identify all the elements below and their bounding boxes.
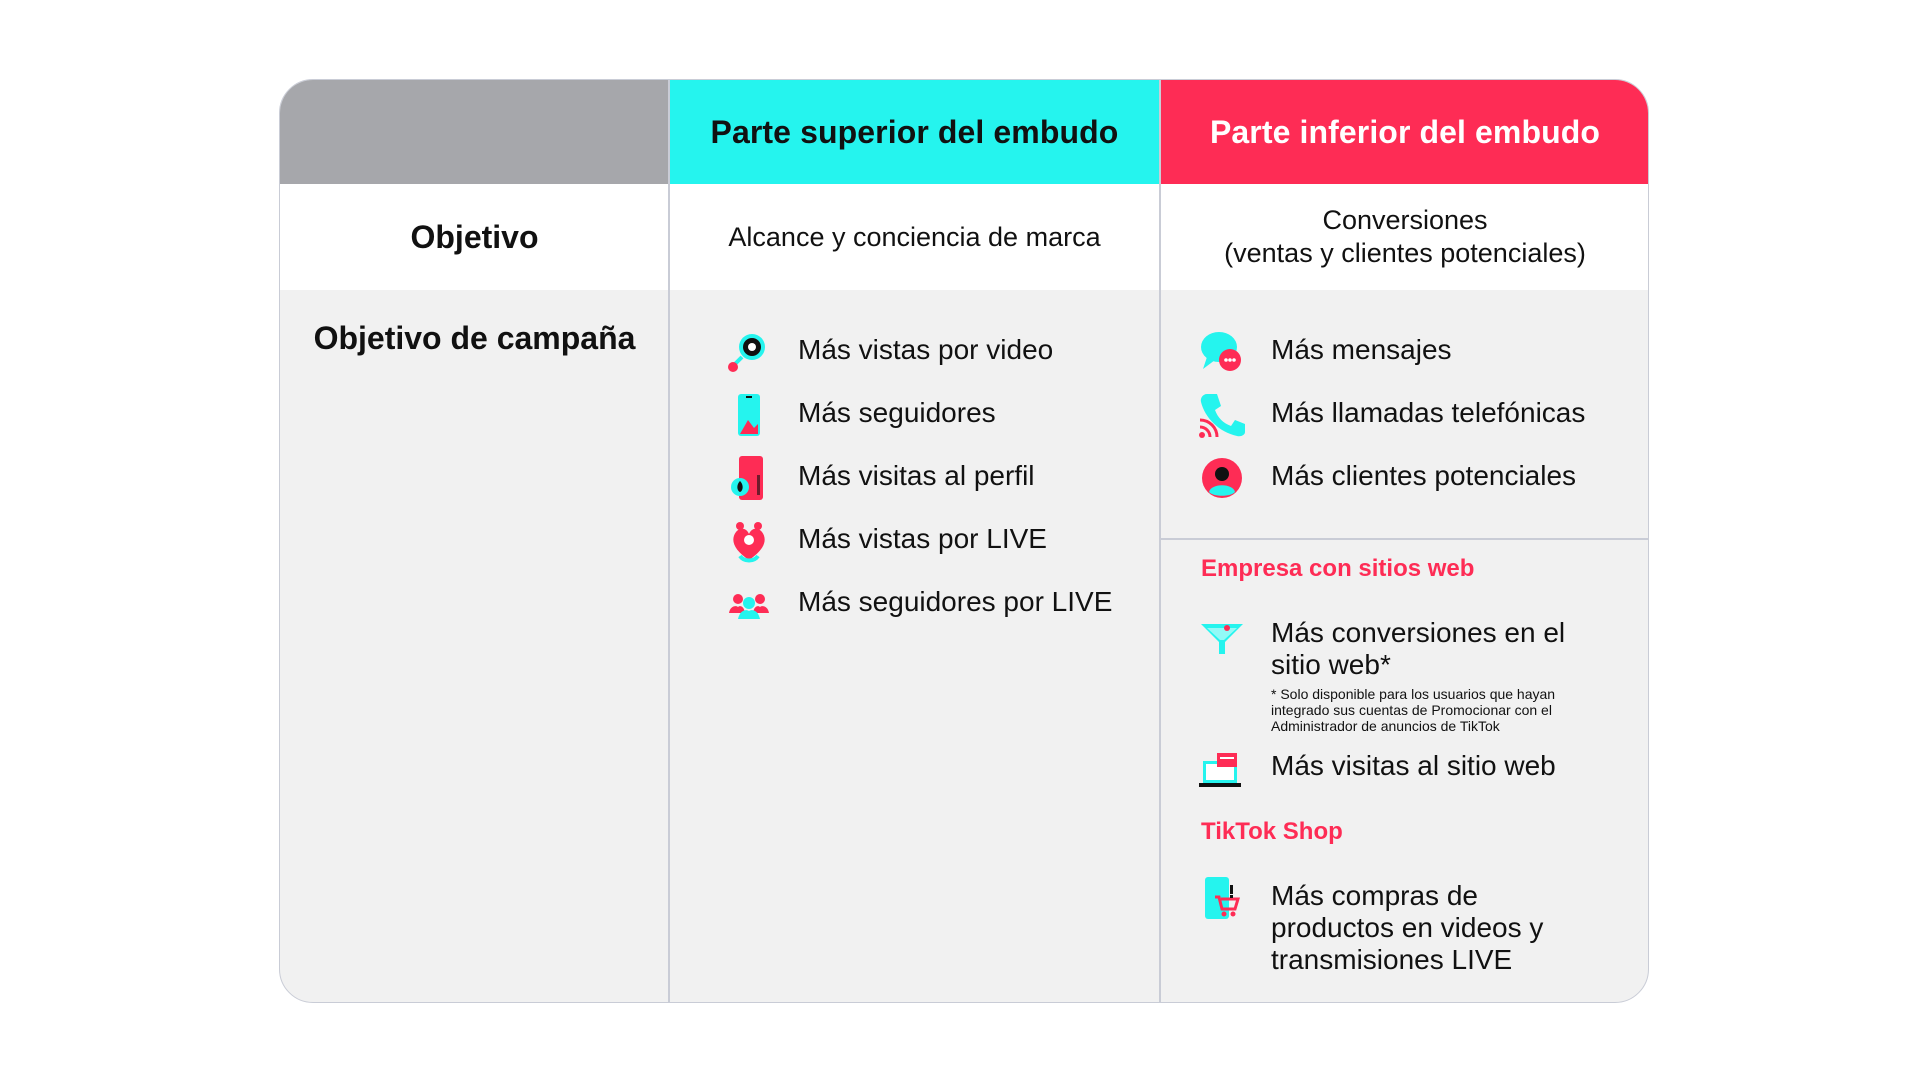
objective-bottom-cell (1160, 184, 1649, 290)
objective-top-text: Alcance y conciencia de marca (728, 221, 1101, 252)
web-conversions-line2: sitio web* (1271, 649, 1391, 680)
header-blank-cell (280, 80, 669, 184)
bottom-item-label: Más llamadas telefónicas (1271, 397, 1586, 428)
live-followers-icon (724, 579, 774, 629)
bottom-item-messages (1197, 327, 1452, 377)
phone-call-icon (1197, 390, 1247, 440)
laptop-web-icon (1197, 743, 1247, 793)
bottom-item-shop-purchases (1197, 873, 1543, 976)
top-item-live-followers (724, 579, 1112, 629)
availability-note (1271, 686, 1565, 734)
objective-bottom-line2: (ventas y clientes potenciales) (1224, 238, 1586, 268)
shop-purchases-line1: Más compras de (1271, 880, 1478, 911)
top-item-followers (724, 390, 996, 440)
top-item-label: Más vistas por video (798, 334, 1054, 365)
shop-cart-icon (1197, 873, 1247, 923)
top-item-label: Más visitas al perfil (798, 460, 1035, 491)
live-heart-icon (724, 516, 774, 566)
top-item-profile-visits (724, 453, 1035, 503)
bottom-item-label: Más visitas al sitio web (1271, 750, 1556, 781)
objective-bottom-line1: Conversiones (1322, 205, 1488, 235)
bottom-item-leads (1197, 453, 1576, 503)
funnel-icon (1197, 610, 1247, 660)
note-line2: integrado sus cuentas de Promocionar con el (1271, 702, 1552, 718)
profile-phone-icon (724, 453, 774, 503)
top-item-label: Más vistas por LIVE (798, 523, 1047, 554)
top-item-label: Más seguidores (798, 397, 996, 428)
note-line1: * Solo disponible para los usuarios que hayan (1271, 686, 1556, 702)
web-conversions-text (1271, 610, 1565, 734)
column-divider-2 (1159, 80, 1161, 1002)
shop-purchases-line2: productos en videos y (1271, 912, 1544, 943)
funnel-table (279, 79, 1649, 1003)
header-top-funnel-label: Parte superior del embudo (710, 113, 1119, 150)
top-item-label: Más seguidores por LIVE (798, 586, 1113, 617)
lead-user-icon (1197, 453, 1247, 503)
header-bottom-funnel (1160, 80, 1649, 184)
shop-section-heading: TikTok Shop (1201, 818, 1343, 845)
shop-purchases-line3: transmisiones LIVE (1271, 944, 1513, 975)
phone-follow-icon (724, 390, 774, 440)
bottom-item-web-conversions (1197, 610, 1565, 734)
chat-bubble-icon (1197, 327, 1247, 377)
web-conversions-line1: Más conversiones en el (1271, 617, 1566, 648)
bottom-section-divider (1160, 538, 1649, 540)
column-divider-1 (668, 80, 670, 1002)
shop-purchases-text (1271, 873, 1543, 976)
objective-label: Objetivo (410, 218, 539, 255)
header-bottom-funnel-label: Parte inferior del embudo (1209, 113, 1601, 150)
top-item-live-views (724, 516, 1047, 566)
objective-label-cell (280, 184, 669, 290)
eye-magnifier-icon (724, 327, 774, 377)
campaign-objective-label: Objetivo de campaña (313, 320, 636, 356)
website-section-heading: Empresa con sitios web (1201, 555, 1475, 582)
header-top-funnel (669, 80, 1160, 184)
top-item-video-views (724, 327, 1053, 377)
bottom-item-phone-calls (1197, 390, 1585, 440)
bottom-item-label: Más clientes potenciales (1271, 460, 1577, 491)
objective-top-cell (669, 184, 1160, 290)
bottom-item-label: Más mensajes (1271, 334, 1452, 365)
note-line3: Administrador de anuncios de TikTok (1271, 718, 1500, 734)
bottom-item-web-visits (1197, 743, 1556, 793)
